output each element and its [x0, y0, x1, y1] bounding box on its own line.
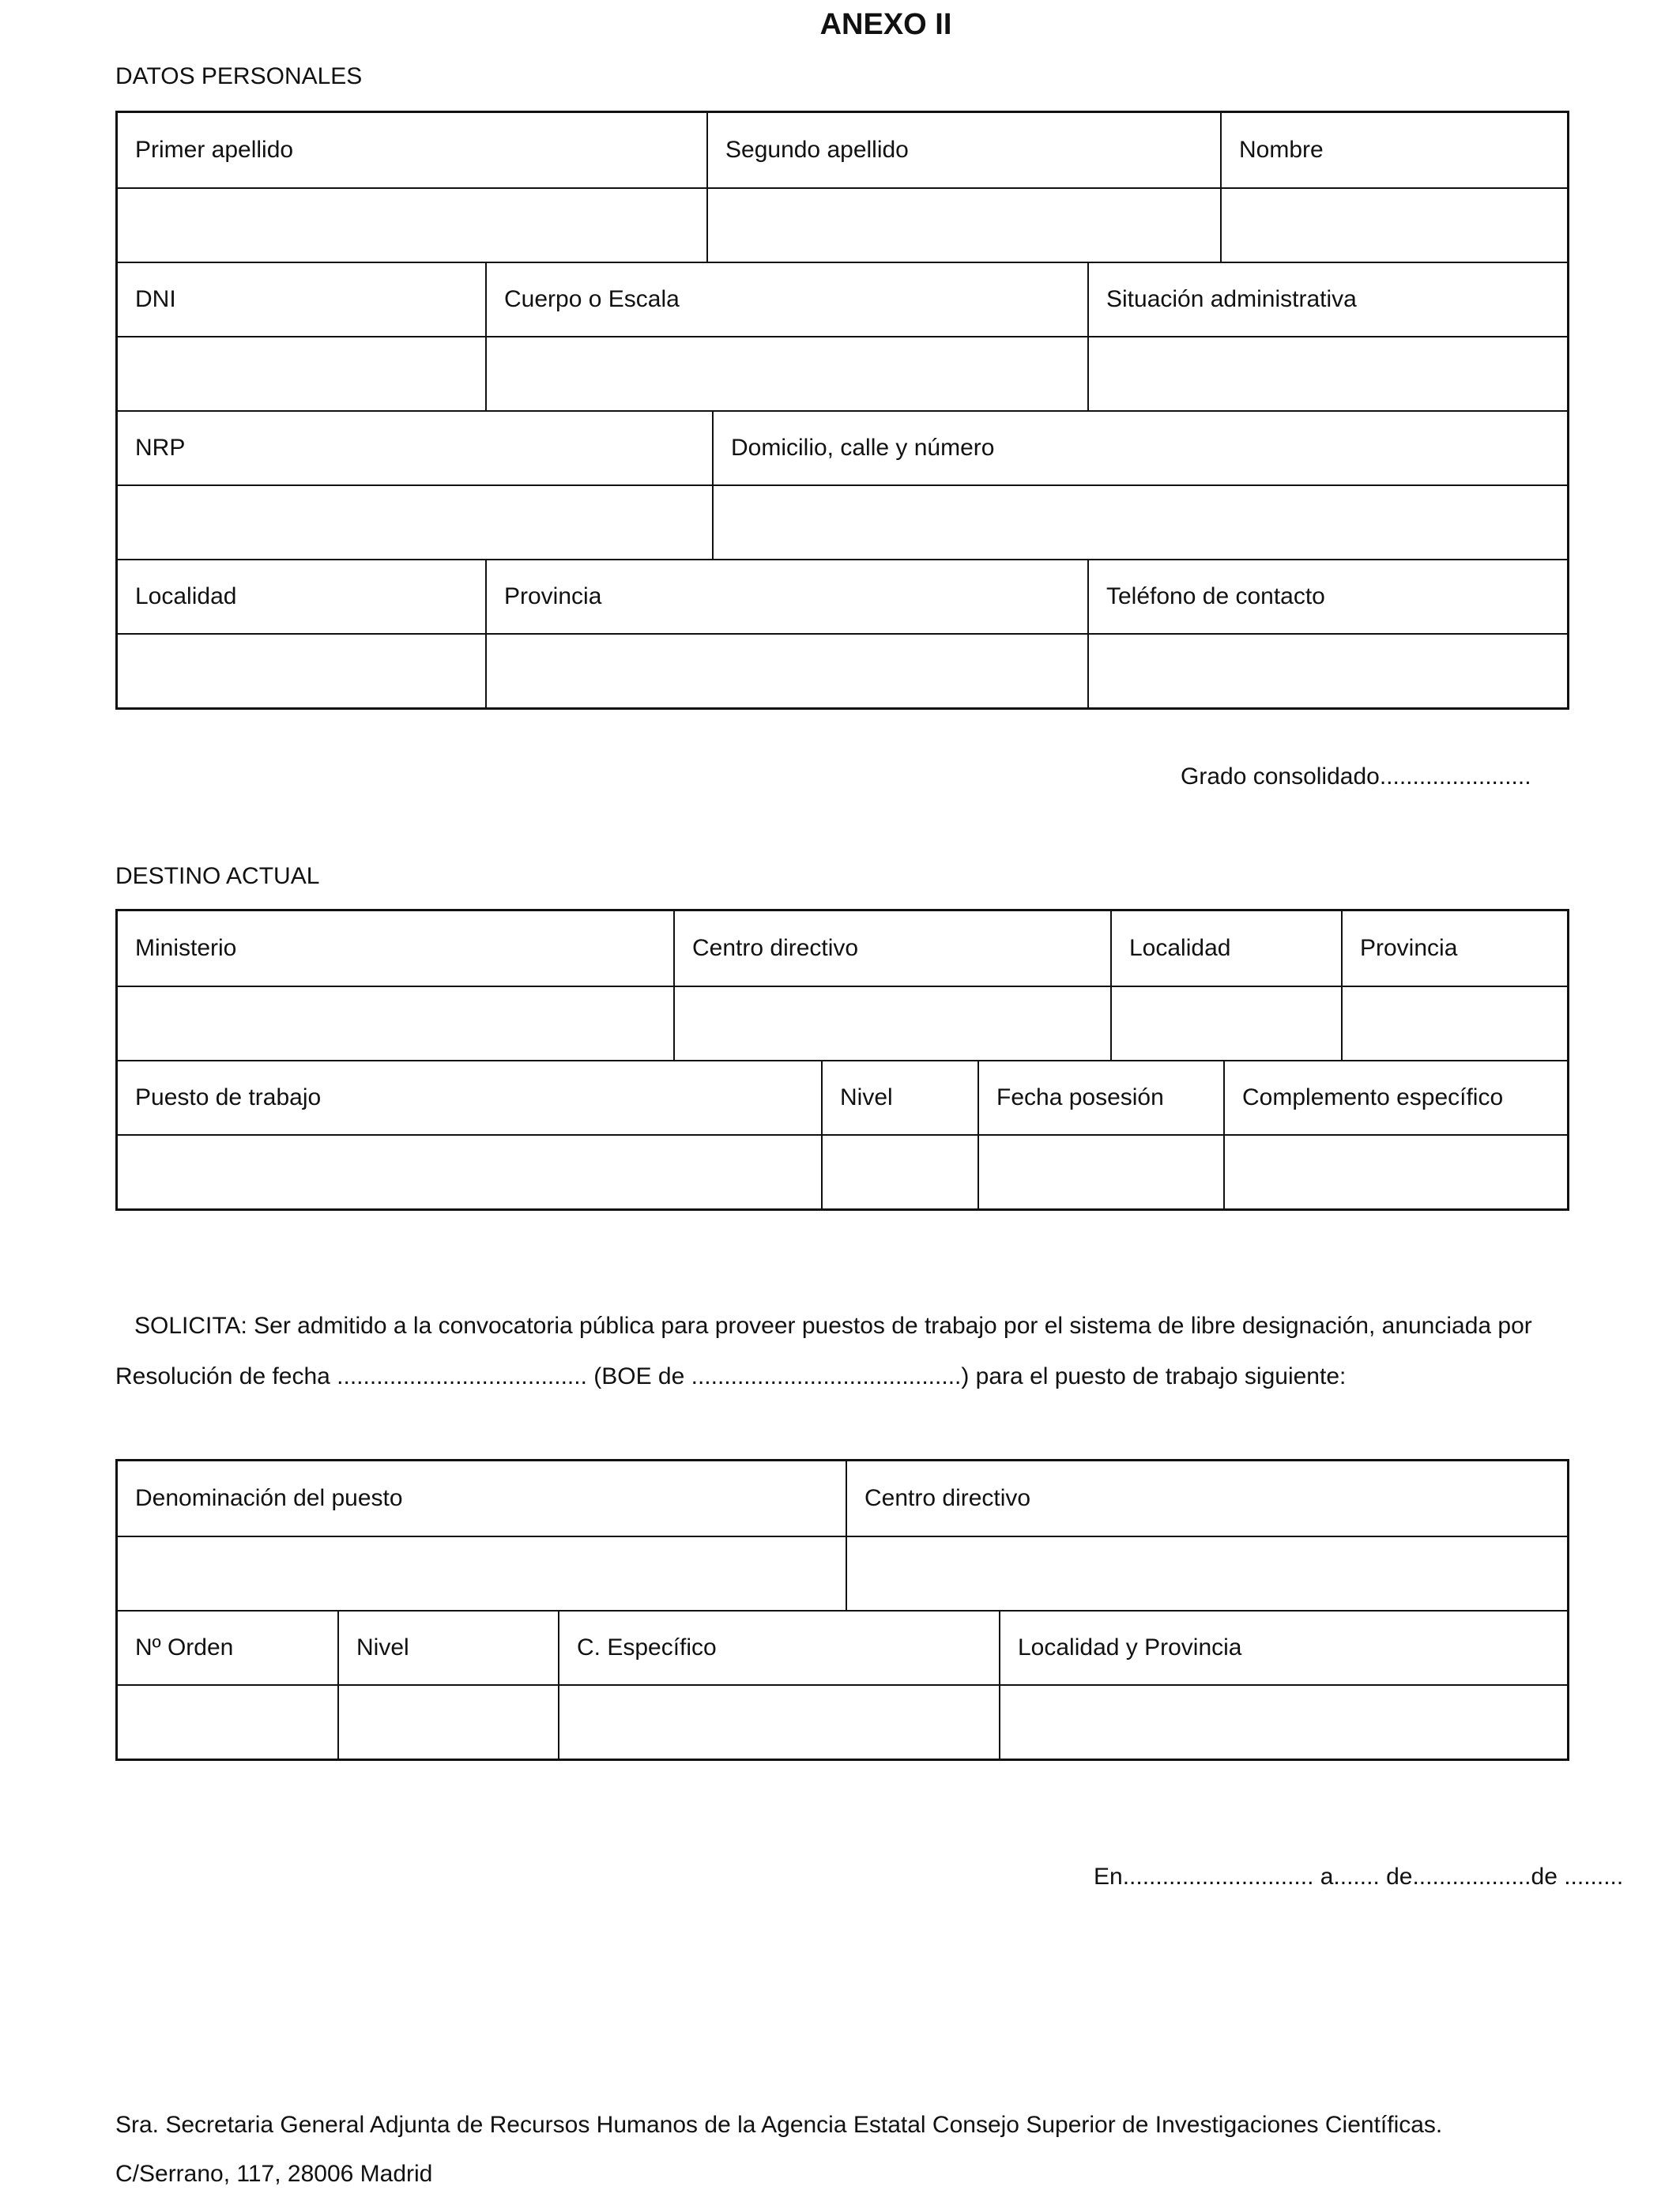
input-row	[118, 1684, 1567, 1759]
label-row	[118, 262, 1567, 336]
cuerpo-escala-field[interactable]	[485, 337, 1087, 410]
telefono-field[interactable]	[1087, 635, 1567, 707]
localidad-field[interactable]	[1110, 987, 1341, 1060]
label-nrp: NRP	[135, 435, 186, 461]
label-fecha-posesion: Fecha posesión	[977, 1061, 1223, 1134]
c-especifico-field[interactable]	[558, 1686, 999, 1759]
denominacion-puesto-field[interactable]	[118, 1537, 846, 1610]
puesto-trabajo-field[interactable]	[118, 1136, 821, 1208]
page-title: ANEXO II	[819, 8, 952, 41]
nombre-field[interactable]	[1220, 189, 1567, 262]
label-denominacion-puesto: Denominación del puesto	[135, 1485, 403, 1511]
localidad-field[interactable]	[118, 635, 485, 707]
domicilio-field[interactable]	[712, 486, 1567, 559]
destino-table	[115, 909, 1569, 1211]
fecha-posesion-field[interactable]	[977, 1136, 1223, 1208]
situacion-administrativa-field[interactable]	[1087, 337, 1567, 410]
address-line: C/Serrano, 117, 28006 Madrid	[115, 2161, 433, 2187]
label-nivel: Nivel	[337, 1612, 558, 1684]
dni-field[interactable]	[118, 337, 485, 410]
puesto-solicitado-table	[115, 1459, 1569, 1761]
label-segundo-apellido: Segundo apellido	[706, 113, 1220, 187]
complemento-especifico-field[interactable]	[1223, 1136, 1567, 1208]
input-row	[118, 484, 1567, 559]
label-dni: DNI	[135, 286, 176, 312]
grado-consolidado: Grado consolidado.......................	[1181, 763, 1531, 790]
label-row	[118, 1461, 1567, 1536]
label-row	[118, 410, 1567, 484]
label-nombre: Nombre	[1220, 113, 1567, 187]
label-telefono: Teléfono de contacto	[1087, 560, 1567, 633]
input-row	[118, 986, 1567, 1060]
localidad-provincia-field[interactable]	[999, 1686, 1567, 1759]
label-provincia: Provincia	[1341, 911, 1567, 986]
label-provincia: Provincia	[485, 560, 1087, 633]
ministerio-field[interactable]	[118, 987, 673, 1060]
label-row	[118, 1610, 1567, 1684]
label-ministerio: Ministerio	[135, 935, 237, 961]
segundo-apellido-field[interactable]	[706, 189, 1220, 262]
input-row	[118, 187, 1567, 262]
label-centro-directivo: Centro directivo	[846, 1461, 1567, 1536]
label-row	[118, 1060, 1567, 1134]
label-row	[118, 559, 1567, 633]
nrp-field[interactable]	[118, 486, 712, 559]
section-heading-personal: DATOS PERSONALES	[115, 63, 363, 89]
input-row	[118, 1134, 1567, 1208]
label-nivel: Nivel	[821, 1061, 977, 1134]
label-cuerpo-escala: Cuerpo o Escala	[485, 263, 1087, 336]
label-localidad: Localidad	[135, 583, 237, 609]
input-row	[118, 633, 1567, 707]
centro-directivo-field[interactable]	[846, 1537, 1567, 1610]
numero-orden-field[interactable]	[118, 1686, 337, 1759]
label-domicilio: Domicilio, calle y número	[712, 412, 1567, 484]
label-situacion-administrativa: Situación administrativa	[1087, 263, 1567, 336]
centro-directivo-field[interactable]	[673, 987, 1110, 1060]
personal-data-table	[115, 111, 1569, 710]
input-row	[118, 1536, 1567, 1610]
primer-apellido-field[interactable]	[118, 189, 706, 262]
input-row	[118, 336, 1567, 410]
nivel-field[interactable]	[337, 1686, 558, 1759]
nivel-field[interactable]	[821, 1136, 977, 1208]
label-localidad: Localidad	[1110, 911, 1341, 986]
solicita-line-2: Resolución de fecha ...................................... (BOE de .........................................) para el puesto de trabajo siguiente:	[115, 1363, 1347, 1389]
label-primer-apellido: Primer apellido	[135, 137, 294, 163]
label-c-especifico: C. Específico	[558, 1612, 999, 1684]
label-puesto-trabajo: Puesto de trabajo	[135, 1084, 322, 1110]
provincia-field[interactable]	[1341, 987, 1567, 1060]
addressee-line: Sra. Secretaria General Adjunta de Recursos Humanos de la Agencia Estatal Consejo Superior de Investigaciones Científicas.	[115, 2112, 1443, 2138]
label-localidad-provincia: Localidad y Provincia	[999, 1612, 1567, 1684]
label-centro-directivo: Centro directivo	[673, 911, 1110, 986]
section-heading-destino: DESTINO ACTUAL	[115, 863, 320, 889]
provincia-field[interactable]	[485, 635, 1087, 707]
label-complemento-especifico: Complemento específico	[1223, 1061, 1567, 1134]
date-place-line: En............................. a....... de..................de .........	[1094, 1864, 1624, 1890]
solicita-line-1: SOLICITA: Ser admitido a la convocatoria pública para proveer puestos de trabajo por el sistema de libre designación, anunciada por	[134, 1313, 1532, 1339]
label-row	[118, 113, 1567, 187]
label-numero-orden: Nº Orden	[135, 1634, 234, 1661]
label-row	[118, 911, 1567, 986]
